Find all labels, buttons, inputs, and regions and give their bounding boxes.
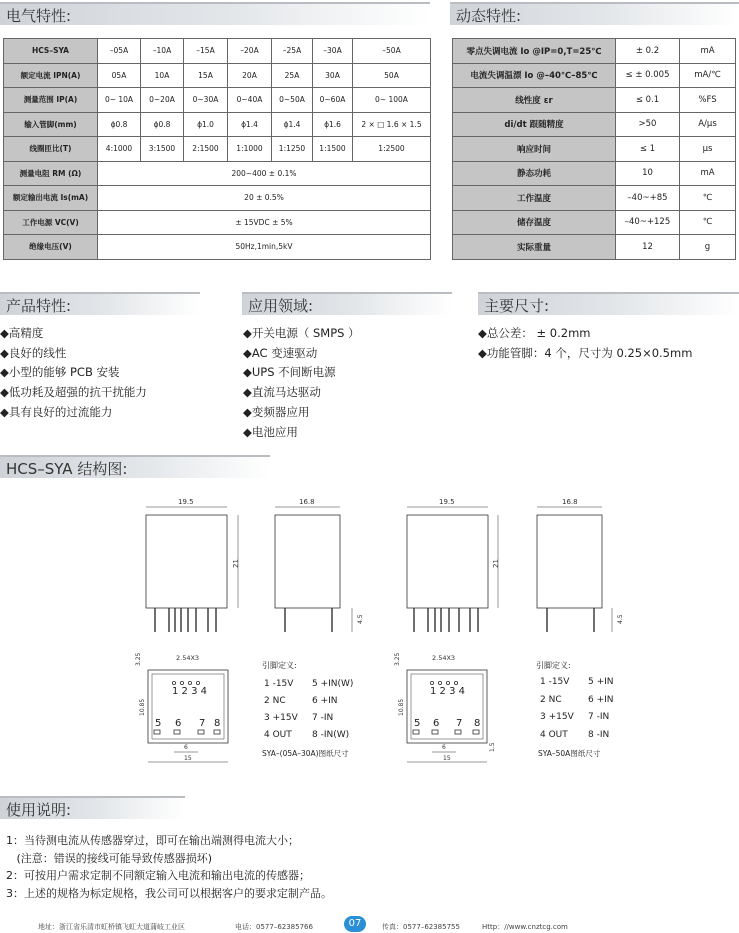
row-label: 额定输出电流 Is(mA)	[4, 186, 98, 211]
section-header-electrical	[0, 2, 430, 25]
section-title: 电气特性:	[6, 7, 72, 25]
dynamic-row	[453, 112, 736, 137]
dynamic-row	[453, 63, 736, 88]
svg-text:6 +IN: 6 +IN	[312, 696, 338, 706]
footprint-b	[394, 652, 496, 762]
table-cell: 50A	[353, 63, 431, 88]
table-cell: 30A	[313, 63, 353, 88]
table-cell: 2 × □ 1.6 × 1.5	[353, 112, 431, 137]
section-header-product	[0, 292, 200, 315]
svg-text:SYA–(05A–30A)图纸尺寸: SYA–(05A–30A)图纸尺寸	[262, 749, 349, 758]
dim-height-label: 21	[492, 559, 500, 568]
table-cell: –50A	[353, 39, 431, 64]
pin-5-label: 5	[414, 718, 421, 729]
list-item: ◆良好的线性	[0, 345, 67, 360]
table-cell: 0~20A	[141, 88, 184, 113]
table-cell: 3:1500	[141, 137, 184, 162]
svg-text:引脚定义:: 引脚定义:	[536, 661, 571, 670]
dim-15b-label: 1.5	[489, 742, 496, 752]
table-cell: 12	[616, 235, 680, 260]
dim-top-label: 3.25	[135, 652, 142, 666]
pins-top-label: 1 2 3 4	[172, 686, 207, 697]
section-title: 应用领域:	[248, 297, 314, 315]
row-label: 静态功耗	[453, 161, 616, 186]
row-label: di/dt 跟随精度	[453, 112, 616, 137]
section-title: 使用说明:	[6, 801, 72, 819]
row-label: 测量范围 IP(A)	[4, 88, 98, 113]
pitch-label: 2.54X3	[432, 654, 456, 662]
dynamic-row	[453, 39, 736, 64]
table-cell: 50Hz,1min,5kV	[98, 235, 431, 260]
list-item: ◆小型的能够 PCB 安装	[0, 365, 120, 380]
list-item: ◆功能管脚：4 个，尺寸为 0.25×0.5mm	[478, 345, 693, 360]
table-cell: ≤ 0.1	[616, 88, 680, 113]
pin-8-label: 8	[474, 718, 481, 729]
dim-6-label: 6	[442, 744, 446, 751]
svg-text:4 OUT: 4 OUT	[264, 730, 292, 740]
dynamic-row	[453, 88, 736, 113]
table-cell: ϕ1.6	[313, 112, 353, 137]
section-title: 产品特性:	[6, 297, 72, 315]
table-cell: –30A	[313, 39, 353, 64]
table-cell: mA/℃	[680, 63, 736, 88]
dim-side-label: 10.85	[139, 698, 146, 716]
electrical-table	[3, 38, 431, 260]
dynamic-row	[453, 186, 736, 211]
table-cell: 0~ 10A	[98, 88, 141, 113]
svg-text:6 +IN: 6 +IN	[588, 695, 614, 705]
list-item: ◆UPS 不间断电源	[243, 365, 336, 380]
table-cell: 05A	[98, 63, 141, 88]
row-label: HCS–SYA	[4, 39, 98, 64]
table-cell: ≤ ± 0.005	[616, 63, 680, 88]
dim-pin-label: 4.5	[357, 614, 364, 624]
table-cell: 0~60A	[313, 88, 353, 113]
svg-text:3 +15V: 3 +15V	[540, 712, 574, 722]
section-title: 动态特性:	[456, 7, 522, 25]
section-title: 主要尺寸:	[484, 297, 550, 315]
svg-text:5 +IN(W): 5 +IN(W)	[312, 679, 354, 689]
table-cell: 200~400 ± 0.1%	[98, 161, 431, 186]
svg-text:7 -IN: 7 -IN	[312, 713, 334, 723]
electrical-row	[4, 88, 431, 113]
pin-6-label: 6	[433, 718, 440, 729]
row-label: 绝缘电压(V)	[4, 235, 98, 260]
row-label: 零点失调电流 Io @IP=0,T=25℃	[453, 39, 616, 64]
dynamic-row	[453, 137, 736, 162]
table-cell: ℃	[680, 186, 736, 211]
page-number-badge: 07	[344, 916, 366, 932]
dim-depth-label: 16.8	[299, 498, 315, 506]
footer-address: 地址：浙江省乐清市虹桥镇飞虹大道蒲岐工业区	[38, 923, 185, 931]
row-label: 线性度 εr	[453, 88, 616, 113]
svg-text:2 NC: 2 NC	[264, 696, 286, 706]
list-item: ◆变频器应用	[243, 404, 310, 419]
dimensions-list	[478, 324, 692, 363]
footer-website[interactable]: Http：//www.cnztcg.com	[482, 923, 568, 931]
section-header-usage	[0, 796, 185, 819]
table-cell: ± 15VDC ± 5%	[98, 210, 431, 235]
front-view-b	[407, 498, 500, 632]
electrical-row	[4, 161, 431, 186]
pin-7-label: 7	[456, 718, 463, 729]
table-cell: ℃	[680, 210, 736, 235]
section-header-structure	[0, 455, 270, 478]
table-cell: 4:1000	[98, 137, 141, 162]
table-cell: ϕ1.0	[184, 112, 228, 137]
side-view-b	[537, 498, 624, 632]
table-cell: ≤ 1	[616, 137, 680, 162]
product-features-list	[0, 324, 147, 423]
usage-instructions	[6, 832, 332, 902]
dynamic-row	[453, 161, 736, 186]
table-cell: 20A	[228, 63, 272, 88]
table-cell: –20A	[228, 39, 272, 64]
usage-line: (注意：错误的接线可能导致传感器损坏)	[6, 851, 213, 865]
table-cell: –40~+85	[616, 186, 680, 211]
dim-15-label: 15	[184, 755, 192, 762]
table-cell: –05A	[98, 39, 141, 64]
table-cell: 0~50A	[272, 88, 313, 113]
dim-15-label: 15	[443, 755, 451, 762]
table-cell: 2:1500	[184, 137, 228, 162]
electrical-row	[4, 112, 431, 137]
front-view-a	[146, 498, 240, 632]
list-item: ◆具有良好的过流能力	[0, 404, 113, 419]
table-cell: ϕ1.4	[272, 112, 313, 137]
svg-text:1 -15V: 1 -15V	[540, 677, 570, 687]
table-cell: ϕ0.8	[141, 112, 184, 137]
row-label: 测量电阻 RM (Ω)	[4, 161, 98, 186]
dim-pin-label: 4.5	[617, 614, 624, 624]
dim-width-label: 19.5	[178, 498, 194, 506]
table-cell: 1:2500	[353, 137, 431, 162]
table-cell: 1:1250	[272, 137, 313, 162]
footer-fax: 传真：0577–62385755	[382, 923, 460, 931]
structure-drawing	[0, 490, 739, 780]
electrical-row	[4, 210, 431, 235]
table-cell: g	[680, 235, 736, 260]
row-label: 工作电源 VC(V)	[4, 210, 98, 235]
dynamic-table	[452, 38, 736, 260]
row-label: 实际重量	[453, 235, 616, 260]
list-item: ◆总公差： ± 0.2mm	[478, 326, 591, 340]
table-cell: –40~+125	[616, 210, 680, 235]
table-cell: ϕ0.8	[98, 112, 141, 137]
dim-height-label: 21	[232, 559, 240, 568]
applications-list	[243, 324, 360, 442]
usage-line: 1：当待测电流从传感器穿过，即可在输出端测得电流大小；	[6, 834, 299, 847]
table-cell: μs	[680, 137, 736, 162]
section-title: HCS–SYA 结构图:	[6, 460, 128, 478]
table-cell: 0~ 100A	[353, 88, 431, 113]
table-cell: 0~40A	[228, 88, 272, 113]
table-cell: 0~30A	[184, 88, 228, 113]
list-item: ◆高精度	[0, 326, 44, 340]
electrical-row	[4, 235, 431, 260]
pin-6-label: 6	[175, 718, 182, 729]
dim-side-label: 10.85	[398, 698, 405, 716]
row-label: 工作温度	[453, 186, 616, 211]
table-cell: –10A	[141, 39, 184, 64]
dim-width-label: 19.5	[439, 498, 455, 506]
row-label: 响应时间	[453, 137, 616, 162]
table-cell: 20 ± 0.5%	[98, 186, 431, 211]
table-cell: –25A	[272, 39, 313, 64]
electrical-row	[4, 63, 431, 88]
pins-top-label: 1 2 3 4	[430, 686, 465, 697]
table-cell: mA	[680, 39, 736, 64]
table-cell: 10A	[141, 63, 184, 88]
table-cell: ϕ1.4	[228, 112, 272, 137]
table-cell: A/μs	[680, 112, 736, 137]
svg-text:8 -IN: 8 -IN	[588, 730, 610, 740]
svg-text:3 +15V: 3 +15V	[264, 713, 298, 723]
list-item: ◆低功耗及超强的抗干扰能力	[0, 385, 147, 400]
row-label: 电流失调温漂 Io @–40℃–85℃	[453, 63, 616, 88]
table-cell: –15A	[184, 39, 228, 64]
svg-text:2 NC: 2 NC	[540, 695, 562, 705]
electrical-row	[4, 186, 431, 211]
electrical-row	[4, 39, 431, 64]
list-item: ◆电池应用	[243, 424, 298, 439]
dim-top-label: 3.25	[394, 652, 401, 666]
svg-text:SYA–50A图纸尺寸: SYA–50A图纸尺寸	[538, 749, 601, 758]
side-view-a	[275, 498, 364, 632]
pin-definition-a	[262, 660, 353, 758]
row-label: 输入管脚(mm)	[4, 112, 98, 137]
row-label: 线圈匝比(T)	[4, 137, 98, 162]
pitch-label: 2.54X3	[176, 654, 200, 662]
electrical-row	[4, 137, 431, 162]
list-item: ◆AC 变速驱动	[243, 345, 318, 360]
table-cell: 1:1000	[228, 137, 272, 162]
pin-definition-b	[536, 660, 614, 758]
dim-6-label: 6	[184, 744, 188, 751]
table-cell: 15A	[184, 63, 228, 88]
table-cell: 25A	[272, 63, 313, 88]
pin-5-label: 5	[155, 718, 162, 729]
dynamic-row	[453, 235, 736, 260]
list-item: ◆开关电源（ SMPS ）	[243, 326, 360, 340]
section-header-dimensions	[478, 292, 739, 315]
table-cell: ± 0.2	[616, 39, 680, 64]
dynamic-row	[453, 210, 736, 235]
section-header-dynamic	[450, 2, 739, 25]
pin-7-label: 7	[199, 718, 206, 729]
section-header-application	[242, 292, 452, 315]
list-item: ◆直流马达驱动	[243, 385, 321, 400]
svg-text:引脚定义:: 引脚定义:	[262, 661, 297, 670]
usage-line: 3：上述的规格为标定规格，我公司可以根据客户的要求定制产品。	[6, 886, 332, 900]
footprint-a	[135, 652, 228, 762]
table-cell: 10	[616, 161, 680, 186]
table-cell: 1:1500	[313, 137, 353, 162]
table-cell: %FS	[680, 88, 736, 113]
row-label: 额定电流 IPN(A)	[4, 63, 98, 88]
svg-text:5 +IN: 5 +IN	[588, 677, 614, 687]
svg-text:1 -15V: 1 -15V	[264, 679, 294, 689]
footer-phone: 电话：0577–62385766	[235, 923, 313, 931]
svg-text:8 -IN(W): 8 -IN(W)	[312, 730, 350, 740]
dim-depth-label: 16.8	[562, 498, 578, 506]
table-cell: mA	[680, 161, 736, 186]
usage-line: 2：可按用户需求定制不同额定输入电流和输出电流的传感器；	[6, 869, 310, 882]
svg-text:7 -IN: 7 -IN	[588, 712, 610, 722]
pin-8-label: 8	[214, 718, 221, 729]
table-cell: >50	[616, 112, 680, 137]
svg-text:4 OUT: 4 OUT	[540, 730, 568, 740]
row-label: 储存温度	[453, 210, 616, 235]
